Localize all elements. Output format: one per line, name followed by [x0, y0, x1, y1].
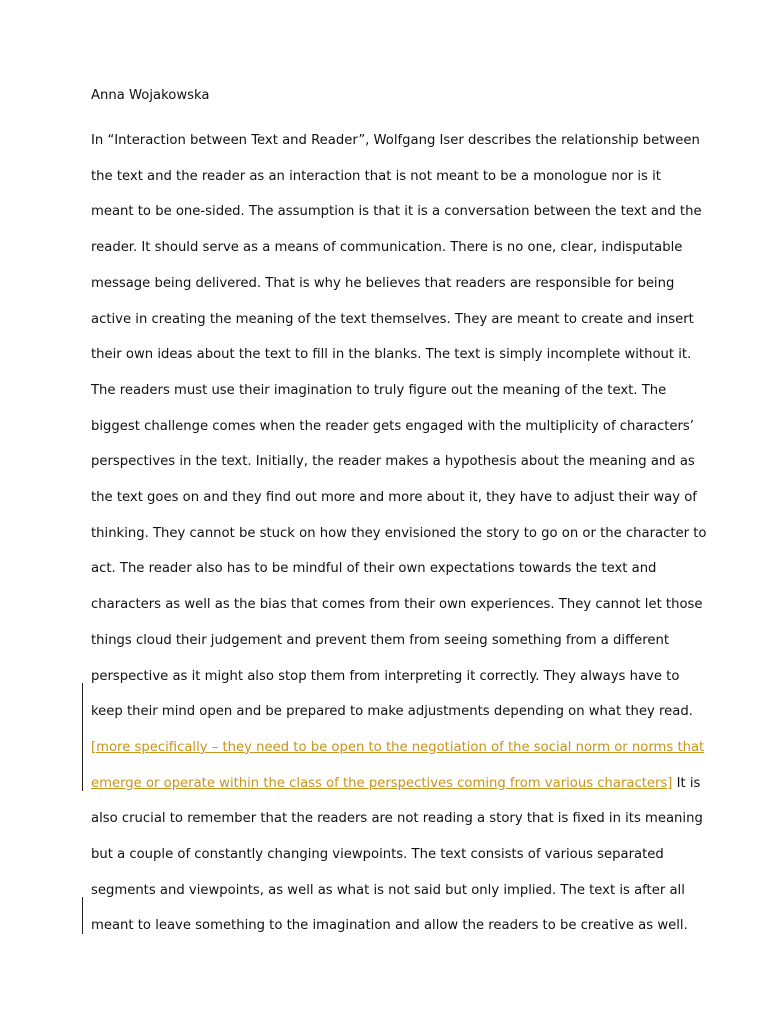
- body-line: [91, 346, 691, 364]
- body-line: [91, 632, 669, 650]
- line-text: keep their mind open and be prepared to make adjustments depending on what they read.: [91, 704, 693, 720]
- body-line: [91, 882, 685, 900]
- body-line: [91, 596, 703, 614]
- line-text: In “Interaction between Text and Reader”, Wolfgang Iser describes the relationship between: [91, 133, 700, 148]
- line-text: meant to leave something to the imagination and allow the readers to be creative as well.: [91, 918, 688, 934]
- body-line: [91, 739, 704, 757]
- line-text: perspective as it might also stop them from interpreting it correctly. They always have to: [91, 668, 680, 684]
- line-text: message being delivered. That is why he believes that readers are responsible for being: [91, 275, 675, 291]
- line-text: active in creating the meaning of the text themselves. They are meant to create and insert: [91, 311, 694, 327]
- line-text: the text goes on and they find out more and more about it, they have to adjust their way of: [91, 490, 697, 505]
- body-line: [91, 382, 666, 400]
- body-line: [91, 775, 700, 793]
- change-bar: [82, 683, 83, 791]
- change-bar: [82, 897, 83, 934]
- body-line: [91, 203, 702, 221]
- line-text: meant to be one-sided. The assumption is that it is a conversation between the text and the: [91, 204, 702, 220]
- line-text: act. The reader also has to be mindful of their own expectations towards the text and: [91, 561, 657, 577]
- body-line: [91, 132, 700, 150]
- body-line: [91, 703, 693, 721]
- body-line: [91, 525, 707, 543]
- body-line: [91, 489, 697, 507]
- body-line: [91, 168, 661, 186]
- body-line: [91, 846, 664, 864]
- line-text: things cloud their judgement and prevent them from seeing something from a different: [91, 632, 670, 648]
- body-line: [91, 418, 694, 436]
- line-text: perspectives in the text. Initially, the reader makes a hypothesis about the meaning and as: [91, 454, 695, 470]
- body-line: [91, 311, 694, 329]
- inserted-text: emerge or operate within the class of the perspectives coming from various characters]: [91, 775, 673, 791]
- body-line: [91, 239, 682, 257]
- line-text: thinking. They cannot be stuck on how they envisioned the story to go on or the character to: [91, 525, 707, 541]
- line-text: biggest challenge comes when the reader gets engaged with the multiplicity of characters’: [91, 418, 694, 434]
- line-text: The readers must use their imagination to truly figure out the meaning of the text. The: [91, 382, 667, 398]
- line-text: reader. It should serve as a means of communication. There is no one, clear, indisputable: [91, 240, 683, 256]
- body-line: [91, 453, 695, 471]
- body-line: [91, 668, 679, 686]
- line-text: the text and the reader as an interaction that is not meant to be a monologue nor is it: [91, 168, 661, 184]
- line-text: but a couple of constantly changing viewpoints. The text consists of various separated: [91, 847, 664, 862]
- line-text: segments and viewpoints, as well as what is not said but only implied. The text is after all: [91, 882, 685, 898]
- inserted-text: [more specifically – they need to be open to the negotiation of the social norm or norms that: [91, 739, 705, 755]
- author-name: Anna Wojakowska: [91, 88, 210, 103]
- line-text: characters as well as the bias that comes from their own experiences. They cannot let those: [91, 597, 703, 613]
- body-line: [91, 560, 656, 578]
- line-text: their own ideas about the text to fill in the blanks. The text is simply incomplete without it.: [91, 347, 692, 363]
- line-text: It is: [672, 775, 701, 791]
- body-line: [91, 275, 674, 293]
- body-line: [91, 917, 688, 935]
- line-text: also crucial to remember that the readers are not reading a story that is fixed in its meaning: [91, 811, 703, 827]
- body-line: [91, 810, 703, 828]
